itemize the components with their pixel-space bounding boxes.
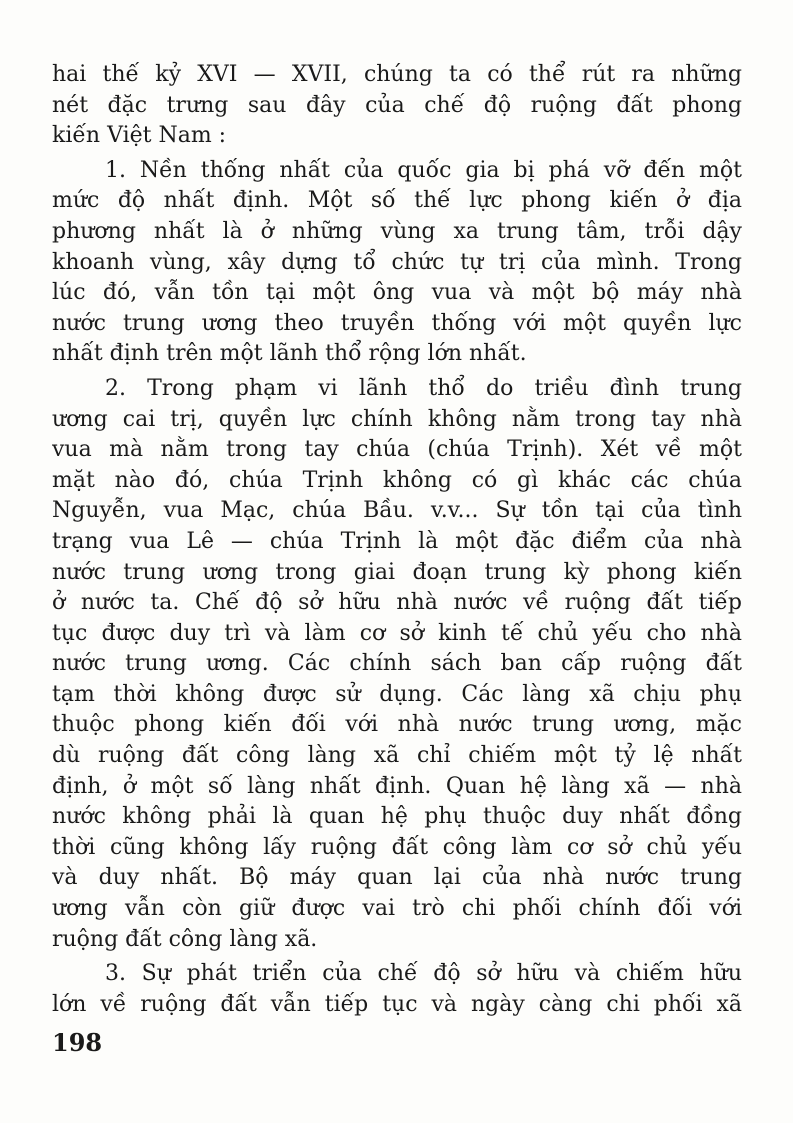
text-line: mặt nào đó, chúa Trịnh không có gì khác các chúa xyxy=(52,467,742,493)
text-line: 1. Nền thống nhất của quốc gia bị phá vỡ đến một xyxy=(105,157,742,183)
text-line: vua mà nằm trong tay chúa (chúa Trịnh). Xét về một xyxy=(52,437,742,463)
text-line: ruộng đất công làng xã. xyxy=(52,926,318,952)
text-line: thời cũng không lấy ruộng đất công làm cơ sở chủ yếu xyxy=(52,834,742,860)
text-line: nước trung ương. Các chính sách ban cấp ruộng đất xyxy=(52,651,742,677)
paragraph-point-1 xyxy=(52,156,742,370)
text-line: nước không phải là quan hệ phụ thuộc duy nhất đồng xyxy=(52,804,742,830)
text-line: ương cai trị, quyền lực chính không nằm trong tay nhà xyxy=(52,406,742,432)
text-line: tạm thời không được sử dụng. Các làng xã chịu phụ xyxy=(52,681,742,707)
text-line: ương vẫn còn giữ được vai trò chi phối chính đối với xyxy=(52,896,742,922)
text-line: hai thế kỷ XVI — XVII, chúng ta có thể rút ra những xyxy=(52,62,742,87)
body-text xyxy=(52,60,742,1020)
text-line: dù ruộng đất công làng xã chỉ chiếm một tỷ lệ nhất xyxy=(52,743,742,769)
text-line: phương nhất là ở những vùng xa trung tâm, trỗi dậy xyxy=(52,218,742,244)
text-line: và duy nhất. Bộ máy quan lại của nhà nước trung xyxy=(52,865,742,891)
text-line: Nguyễn, vua Mạc, chúa Bầu. v.v... Sự tồn tại của tình xyxy=(52,498,742,524)
text-line: 3. Sự phát triển của chế độ sở hữu và chiếm hữu xyxy=(105,961,742,987)
paragraph-point-2 xyxy=(52,374,742,955)
text-line: định, ở một số làng nhất định. Quan hệ làng xã — nhà xyxy=(52,773,742,799)
text-line: trạng vua Lê — chúa Trịnh là một đặc điểm của nhà xyxy=(52,528,742,554)
text-line: thuộc phong kiến đối với nhà nước trung ương, mặc xyxy=(52,712,742,738)
text-line: kiến Việt Nam : xyxy=(52,123,227,149)
text-line: ở nước ta. Chế độ sở hữu nhà nước về ruộng đất tiếp xyxy=(52,590,742,616)
text-line: lớn về ruộng đất vẫn tiếp tục và ngày càng chi phối xã xyxy=(52,991,742,1017)
paragraph-point-3 xyxy=(52,959,742,1020)
paragraph-intro xyxy=(52,60,742,152)
text-line: nét đặc trưng sau đây của chế độ ruộng đất phong xyxy=(52,92,742,118)
text-line: 2. Trong phạm vi lãnh thổ do triều đình trung xyxy=(105,375,742,401)
text-line: lúc đó, vẫn tồn tại một ông vua và một bộ máy nhà xyxy=(52,280,742,306)
text-line: khoanh vùng, xây dựng tổ chức tự trị của mình. Trong xyxy=(52,249,742,275)
text-line: nhất định trên một lãnh thổ rộng lớn nhất. xyxy=(52,341,527,367)
text-line: tục được duy trì và làm cơ sở kinh tế chủ yếu cho nhà xyxy=(52,620,742,646)
text-line: mức độ nhất định. Một số thế lực phong kiến ở địa xyxy=(52,188,742,214)
text-line: nước trung ương trong giai đoạn trung kỳ phong kiến xyxy=(52,559,742,585)
page-number: 198 xyxy=(52,1028,103,1057)
text-line: nước trung ương theo truyền thống với một quyền lực xyxy=(52,310,742,336)
